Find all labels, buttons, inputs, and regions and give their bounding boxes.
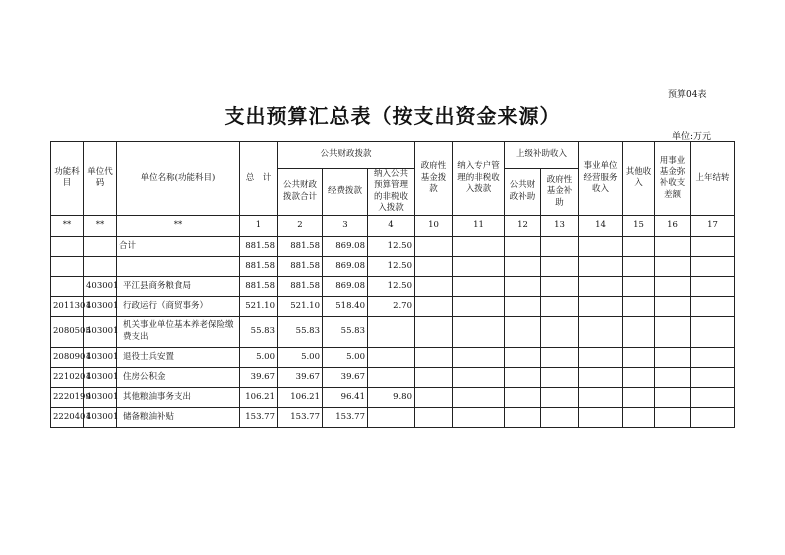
nontax-cell (368, 347, 415, 367)
form-number: 预算04表 (668, 90, 707, 100)
unit-name-cell: 行政运行（商贸事务） (117, 296, 240, 316)
seq-cell: 15 (623, 215, 655, 236)
sequence-row (51, 215, 735, 236)
total-cell: 521.10 (240, 296, 278, 316)
nontax-cell (368, 407, 415, 427)
unit-code-cell: 403001 (84, 367, 117, 387)
unit-name-cell: 储备粮油补贴 (117, 407, 240, 427)
table-row (51, 367, 735, 387)
header-other-income: 其他收入 (623, 142, 655, 216)
header-public-finance: 公共财政拨款 (278, 142, 415, 169)
unit-name-cell: 机关事业单位基本养老保险缴费支出 (117, 316, 240, 347)
header-func-code: 功能科目 (51, 142, 84, 216)
func-code-cell: 2080505 (51, 316, 84, 347)
header-pf-funding: 经费拨款 (323, 169, 368, 216)
header-unit-name: 单位名称(功能科目) (117, 142, 240, 216)
header-business-income: 事业单位经营服务收入 (579, 142, 623, 216)
seq-cell: 12 (505, 215, 541, 236)
page-title: 支出预算汇总表（按支出资金来源） (224, 104, 561, 128)
unit-code-cell: 403001 (84, 296, 117, 316)
table-row (51, 387, 735, 407)
header-sup-public: 公共财政补助 (505, 169, 541, 216)
header-carryover: 上年结转 (691, 142, 735, 216)
header-unit-code: 单位代码 (84, 142, 117, 216)
total-cell: 55.83 (240, 316, 278, 347)
table-row (51, 256, 735, 276)
total-cell: 153.77 (240, 407, 278, 427)
unit-code-cell: 403001 (84, 316, 117, 347)
funding-cell: 869.08 (323, 256, 368, 276)
unit-label: 单位:万元 (672, 132, 712, 142)
header-pf-nontax: 纳入公共预算管理的非税收入拨款 (368, 169, 415, 216)
pf-total-cell: 5.00 (278, 347, 323, 367)
header-row-1 (51, 142, 735, 169)
func-code-cell: 2080901 (51, 347, 84, 367)
unit-name-cell: 平江县商务粮食局 (117, 276, 240, 296)
unit-code-cell: 403001 (84, 276, 117, 296)
total-cell: 881.58 (240, 276, 278, 296)
func-code-cell: 2210201 (51, 367, 84, 387)
table-row (51, 236, 735, 256)
total-cell: 106.21 (240, 387, 278, 407)
table-row (51, 296, 735, 316)
seq-cell: 17 (691, 215, 735, 236)
nontax-cell: 2.70 (368, 296, 415, 316)
func-code-cell (51, 236, 84, 256)
pf-total-cell: 881.58 (278, 276, 323, 296)
seq-cell: 10 (415, 215, 453, 236)
seq-cell: 1 (240, 215, 278, 236)
seq-cell: 4 (368, 215, 415, 236)
unit-code-cell (84, 236, 117, 256)
seq-cell: 11 (453, 215, 505, 236)
pf-total-cell: 106.21 (278, 387, 323, 407)
funding-cell: 869.08 (323, 276, 368, 296)
seq-cell: ** (51, 215, 84, 236)
nontax-cell: 12.50 (368, 256, 415, 276)
func-code-cell (51, 256, 84, 276)
unit-name-cell: 其他粮油事务支出 (117, 387, 240, 407)
pf-total-cell: 55.83 (278, 316, 323, 347)
nontax-cell: 9.80 (368, 387, 415, 407)
total-cell: 881.58 (240, 236, 278, 256)
header-special-nontax: 纳入专户管理的非税收入拨款 (453, 142, 505, 216)
unit-code-cell (84, 256, 117, 276)
funding-cell: 153.77 (323, 407, 368, 427)
table-body (51, 142, 735, 428)
func-code-cell: 2220401 (51, 407, 84, 427)
header-pf-total: 公共财政拨款合计 (278, 169, 323, 216)
header-gov-fund: 政府性基金拨款 (415, 142, 453, 216)
header-total: 总 计 (240, 142, 278, 216)
funding-cell: 869.08 (323, 236, 368, 256)
total-cell: 5.00 (240, 347, 278, 367)
funding-cell: 55.83 (323, 316, 368, 347)
seq-cell: ** (117, 215, 240, 236)
nontax-cell: 12.50 (368, 276, 415, 296)
seq-cell: 3 (323, 215, 368, 236)
header-fund-makeup: 用事业基金弥补收支差额 (655, 142, 691, 216)
nontax-cell (368, 367, 415, 387)
table-row (51, 276, 735, 296)
seq-cell: ** (84, 215, 117, 236)
pf-total-cell: 521.10 (278, 296, 323, 316)
seq-cell: 14 (579, 215, 623, 236)
unit-name-cell (117, 256, 240, 276)
budget-table (50, 141, 735, 428)
header-superior: 上级补助收入 (505, 142, 579, 169)
unit-code-cell: 403001 (84, 407, 117, 427)
table-row (51, 316, 735, 347)
funding-cell: 39.67 (323, 367, 368, 387)
unit-code-cell: 403001 (84, 387, 117, 407)
pf-total-cell: 39.67 (278, 367, 323, 387)
seq-cell: 16 (655, 215, 691, 236)
funding-cell: 5.00 (323, 347, 368, 367)
table-row (51, 347, 735, 367)
funding-cell: 96.41 (323, 387, 368, 407)
unit-code-cell: 403001 (84, 347, 117, 367)
unit-name-cell: 退役士兵安置 (117, 347, 240, 367)
total-cell: 39.67 (240, 367, 278, 387)
nontax-cell: 12.50 (368, 236, 415, 256)
pf-total-cell: 881.58 (278, 256, 323, 276)
funding-cell: 518.40 (323, 296, 368, 316)
table-row (51, 407, 735, 427)
unit-name-cell: 合计 (117, 236, 240, 256)
seq-cell: 2 (278, 215, 323, 236)
func-code-cell: 2011301 (51, 296, 84, 316)
func-code-cell (51, 276, 84, 296)
nontax-cell (368, 316, 415, 347)
seq-cell: 13 (541, 215, 579, 236)
pf-total-cell: 153.77 (278, 407, 323, 427)
func-code-cell: 2220199 (51, 387, 84, 407)
pf-total-cell: 881.58 (278, 236, 323, 256)
total-cell: 881.58 (240, 256, 278, 276)
unit-name-cell: 住房公积金 (117, 367, 240, 387)
header-sup-gov: 政府性基金补助 (541, 169, 579, 216)
